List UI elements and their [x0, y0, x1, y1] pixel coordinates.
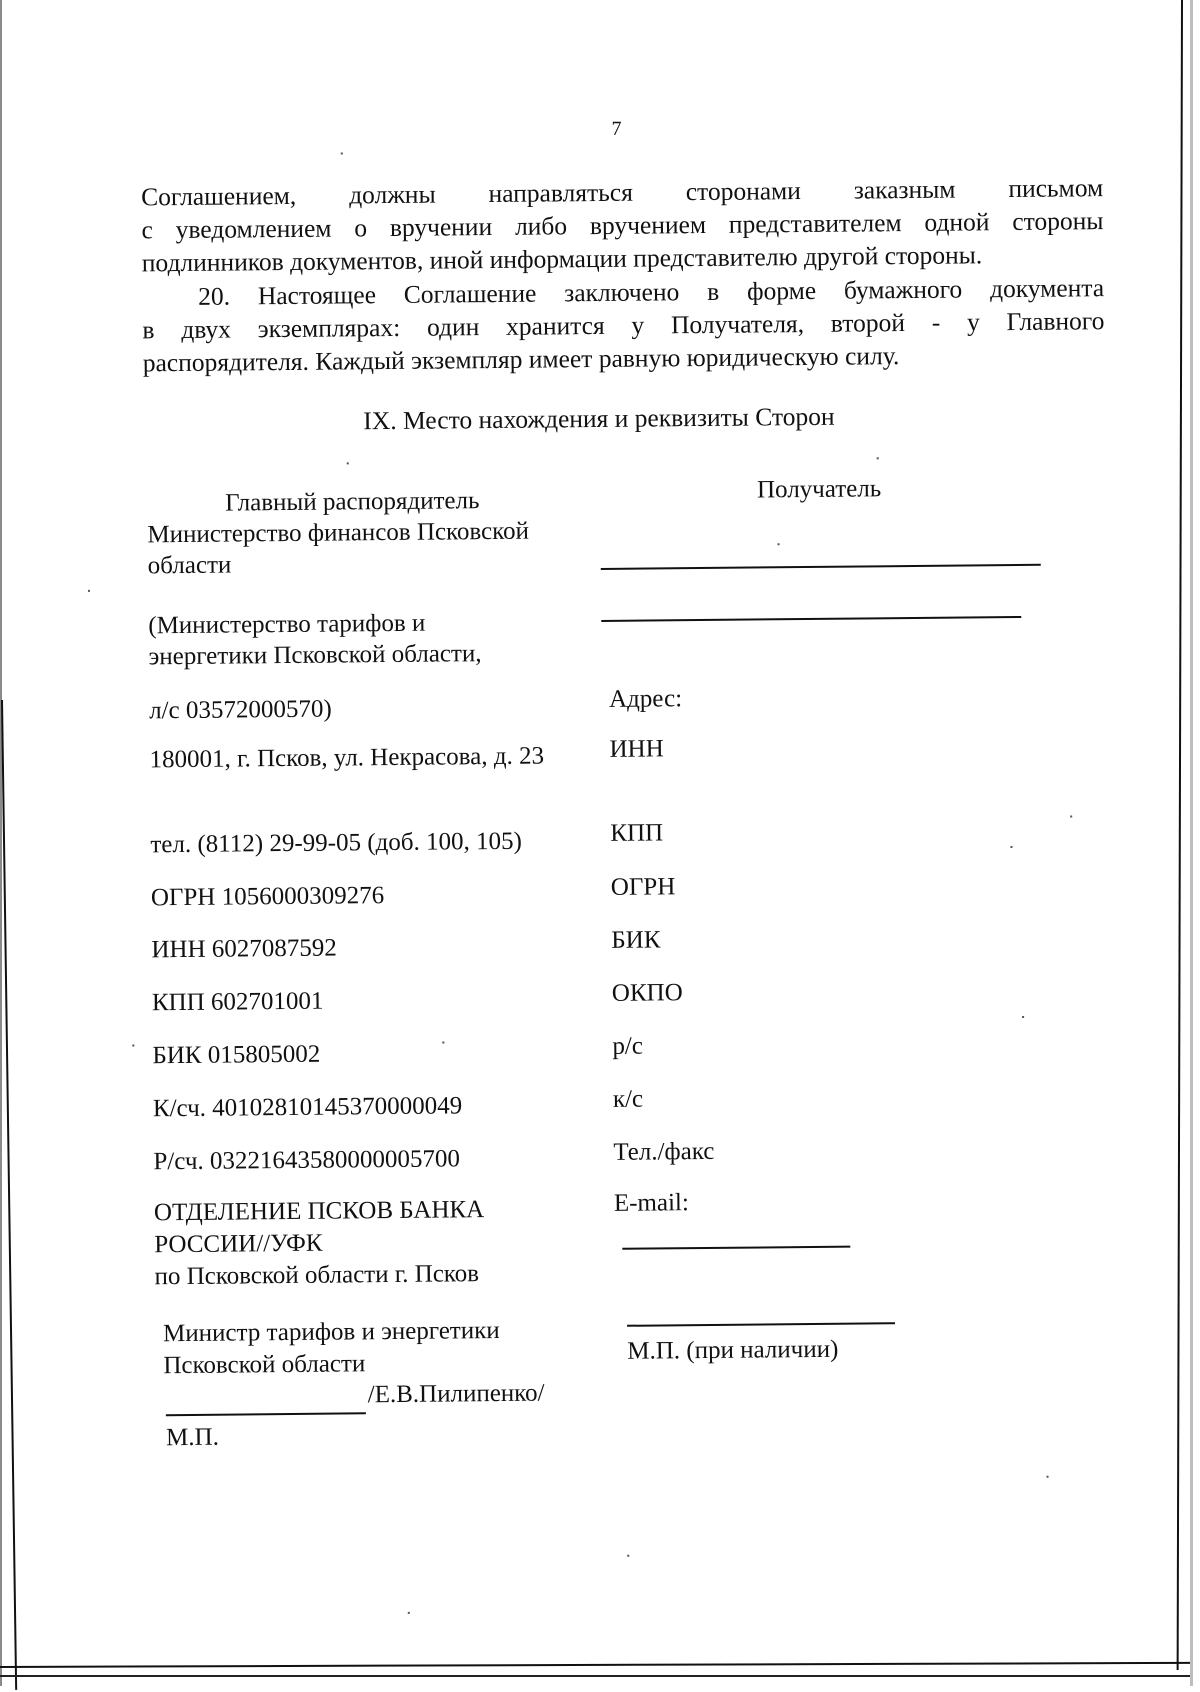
left-stamp-label: М.П.: [165, 1423, 220, 1452]
right-ogrn-label: ОГРН: [610, 873, 676, 901]
right-okpo-label: ОКПО: [611, 979, 683, 1007]
left-party-bank-line: по Псковской области г. Псков: [154, 1260, 480, 1291]
right-stamp-label: М.П. (при наличии): [627, 1335, 839, 1365]
right-party-name-line: [601, 616, 1021, 622]
right-email-label: E-mail:: [613, 1189, 689, 1217]
left-signature-line: [166, 1412, 366, 1416]
left-party-signatory: Псковской области: [163, 1350, 366, 1380]
scan-speck: [877, 457, 879, 459]
right-email-line: [622, 1246, 850, 1250]
right-ks-label: к/с: [612, 1085, 644, 1113]
scan-speck: [1070, 815, 1072, 817]
scan-speck: [408, 1612, 410, 1614]
paragraph-line: распорядителя. Каждый экземпляр имеет равную юридическую силу.: [142, 341, 900, 378]
right-kpp-label: КПП: [610, 819, 664, 847]
paragraph-line: в двух экземплярах: один хранится у Получателя, второй - у Главного: [142, 306, 1105, 345]
left-party-corr-account: К/сч. 40102810145370000049: [152, 1092, 463, 1123]
scan-speck: [132, 1044, 134, 1046]
paragraph-line: Соглашением, должны направляться сторонами заказным письмом: [141, 173, 1104, 212]
scan-speck: [347, 462, 349, 464]
scan-speck: [1010, 846, 1012, 848]
left-party-phone: тел. (8112) 29-99-05 (доб. 100, 105): [150, 827, 522, 859]
left-party-kpp: КПП 602701001: [151, 987, 324, 1017]
page-number: 7: [611, 117, 622, 140]
right-bik-label: БИК: [611, 926, 661, 954]
left-party-bik: БИК 015805002: [152, 1040, 321, 1070]
left-party-ogrn: ОГРН 1056000309276: [150, 882, 385, 912]
section-title: IX. Место нахождения и реквизиты Сторон: [363, 401, 835, 436]
right-rs-label: р/с: [612, 1032, 644, 1060]
scan-speck: [1047, 1476, 1049, 1478]
scan-speck: [341, 152, 343, 154]
left-party-name: Министерство финансов Псковской области: [147, 517, 530, 580]
left-signature-name: /Е.В.Пилипенко/: [367, 1379, 545, 1409]
left-party-signatory: Министр тарифов и энергетики: [162, 1316, 500, 1348]
left-party-address: 180001, г. Псков, ул. Некрасова, д. 23: [149, 742, 545, 774]
left-party-via: (Министерство тарифов и энергетики Псковской области,: [148, 609, 482, 671]
left-party-heading: Главный распорядитель: [225, 487, 480, 517]
right-party-heading: Получатель: [756, 475, 882, 504]
paragraph-line: 20. Настоящее Соглашение заключено в форме бумажного документа: [198, 273, 1105, 311]
left-party-settlement-account: Р/сч. 03221643580000005700: [153, 1145, 461, 1176]
right-address-label: Адрес:: [608, 685, 683, 713]
scan-speck: [1022, 1016, 1024, 1018]
scan-speck: [778, 543, 780, 545]
left-party-bank-line: РОССИИ//УФК: [154, 1229, 323, 1259]
left-party-account: л/с 03572000570): [148, 695, 332, 725]
right-inn-label: ИНН: [609, 735, 664, 763]
paragraph-line: с уведомлением о вручении либо вручением представителем одной стороны: [141, 206, 1104, 245]
left-party-inn: ИНН 6027087592: [151, 934, 337, 964]
right-party-name-line: [601, 564, 1041, 570]
right-phone-fax-label: Тел./факс: [613, 1137, 715, 1166]
left-party-bank-line: ОТДЕЛЕНИЕ ПСКОВ БАНКА: [153, 1196, 485, 1227]
right-signature-line: [627, 1322, 895, 1327]
paragraph-line: подлинников документов, иной информации представителю другой стороны.: [141, 240, 983, 278]
scan-speck: [442, 1042, 444, 1044]
scan-speck: [627, 1555, 629, 1557]
scan-speck: [88, 590, 90, 592]
